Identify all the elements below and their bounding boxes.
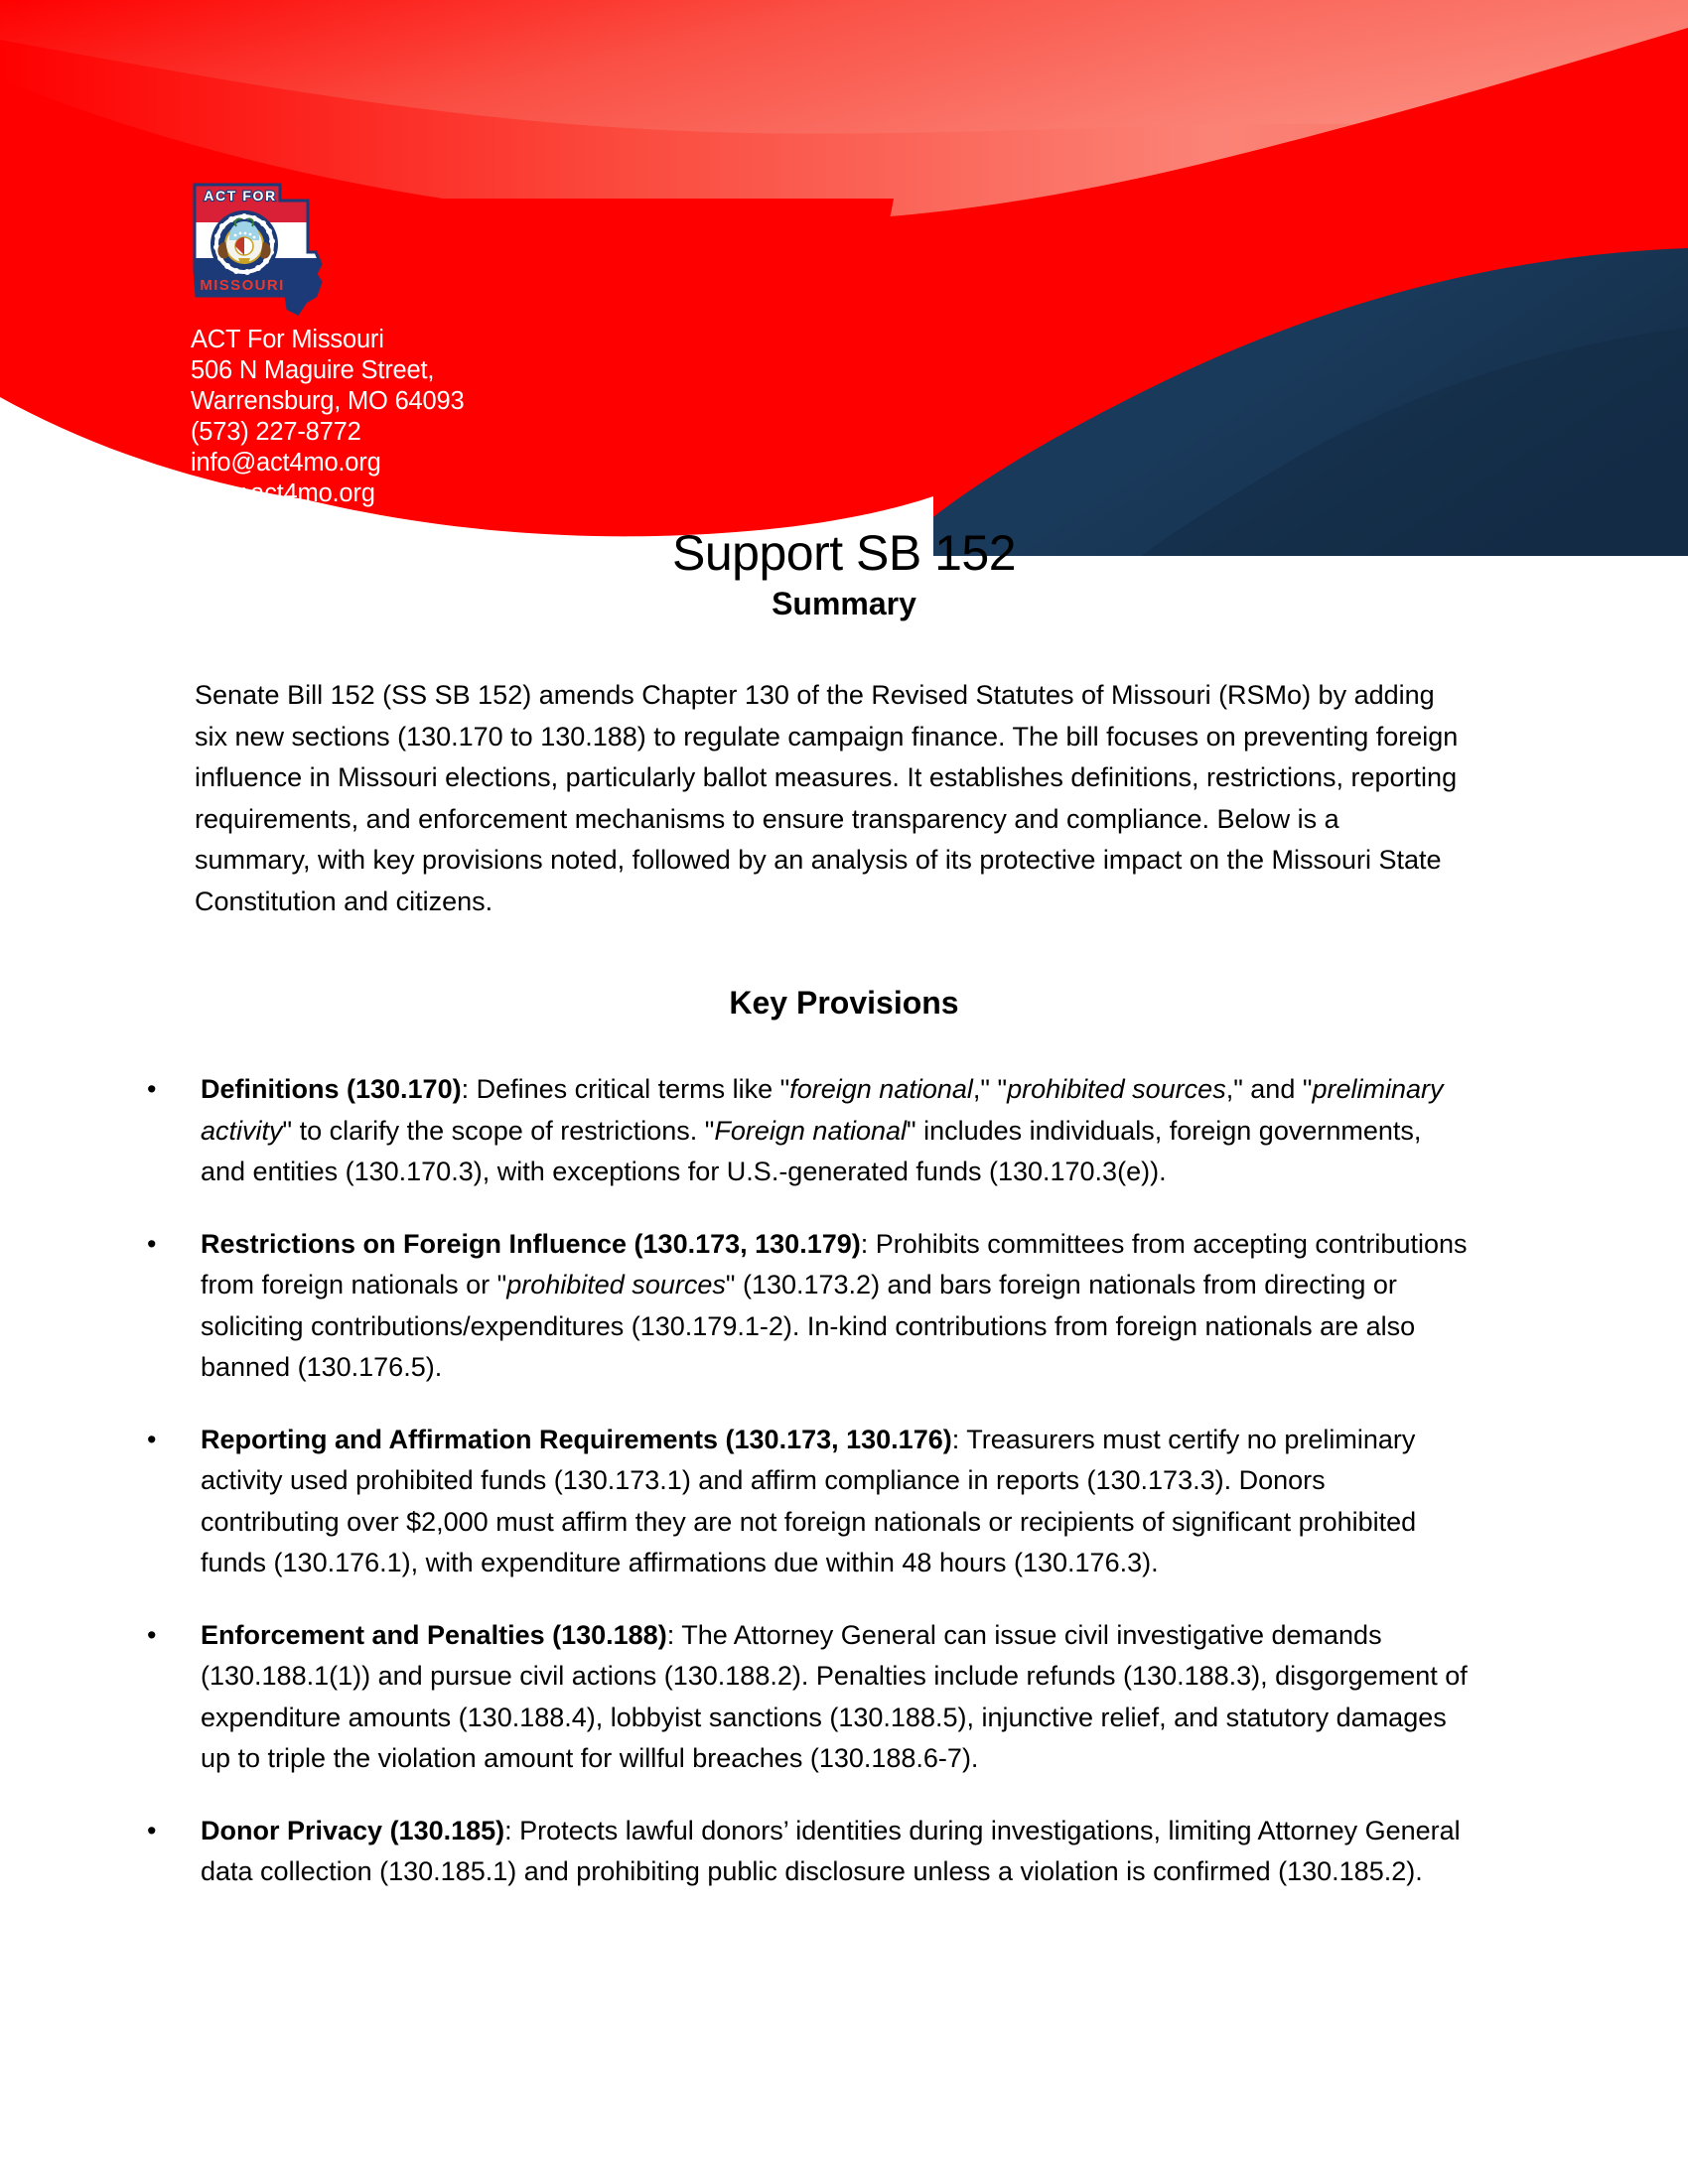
contact-website[interactable]: www.act4mo.org <box>191 479 375 507</box>
bullet-marker-icon: • <box>147 1074 157 1104</box>
missouri-state-outline-with-seal-icon <box>177 179 346 323</box>
contact-phone: (573) 227-8772 <box>191 418 361 446</box>
contact-email[interactable]: info@act4mo.org <box>191 449 381 477</box>
act-for-missouri-logo <box>177 179 346 318</box>
intro-paragraph: Senate Bill 152 (SS SB 152) amends Chapter 130 of the Revised Statutes of Missouri (RSMo) by adding six new sections (130.170 to 130.188) to regulate campaign finance. The bill focuses on preventing foreign influence in Missouri elections, particularly ballot measures. It establishes definitions, restrictions, reporting requirements, and enforcement mechanisms to ensure transparency and compliance. Below is a summary, with key provisions noted, followed by an analysis of its protective impact on the Missouri State Constitution and citizens. <box>195 680 1459 916</box>
missouri-seal-icon <box>211 210 278 278</box>
list-item-label: Restrictions on Foreign Influence (130.173, 130.179) <box>201 1228 861 1259</box>
page-subtitle: Summary <box>772 586 916 621</box>
list-item <box>139 1420 1470 1584</box>
list-item-text: " includes individuals, foreign governments, and entities (130.170.3), with exceptions for U.S.-generated funds (130.170.3(e)). <box>201 1115 1422 1186</box>
list-item-text: " (130.173.2) and bars foreign nationals from directing or soliciting contributions/expenditures (130.179.1-2). In-kind contributions from foreign nationals are also banned (130.176.5). <box>201 1270 1416 1382</box>
logo-top-text: ACT FOR <box>204 188 277 204</box>
list-item <box>139 1811 1470 1893</box>
list-item-text: : Protects lawful donors’ identities during investigations, limiting Attorney General data collection (130.185.1) and prohibiting public disclosure unless a violation is confirmed (130.185.2). <box>201 1815 1461 1886</box>
list-item-text: " to clarify the scope of restrictions. " <box>282 1115 715 1146</box>
list-item-text: : Prohibits committees from accepting contributions from foreign nationals or " <box>201 1228 1468 1299</box>
list-item <box>139 1069 1470 1193</box>
contact-block <box>191 325 464 509</box>
list-item-label: Donor Privacy (130.185) <box>201 1815 505 1845</box>
contact-org: ACT For Missouri <box>191 326 384 353</box>
list-item-text: ," " <box>972 1074 1008 1104</box>
emphasized-term: preliminary activity <box>201 1074 1444 1146</box>
key-provisions-list <box>139 1069 1470 1893</box>
emphasized-term: Foreign national <box>714 1115 908 1146</box>
list-item-text: : The Attorney General can issue civil investigative demands (130.188.1(1)) and pursue civil actions (130.188.2). Penalties include refunds (130.188.3), disgorgement of expenditure amounts (130.188.4), lobbyist sanctions (130.188.5), injunctive relief, and statutory damages up to triple the violation amount for willful breaches (130.188.6-7). <box>201 1619 1468 1773</box>
list-item-text: ," and " <box>1225 1074 1313 1104</box>
list-item-label: Definitions (130.170) <box>201 1074 462 1104</box>
bullet-marker-icon: • <box>147 1424 157 1454</box>
bullet-marker-icon: • <box>147 1619 157 1650</box>
contact-city: Warrensburg, MO 64093 <box>191 387 465 415</box>
list-item <box>139 1615 1470 1780</box>
list-item-label: Reporting and Affirmation Requirements (130.173, 130.176) <box>201 1424 952 1454</box>
logo-bottom-text: MISSOURI <box>200 277 285 294</box>
list-item-text: : Defines critical terms like " <box>461 1074 790 1104</box>
section-heading: Key Provisions <box>729 985 959 1021</box>
page-title: Support SB 152 <box>671 525 1017 581</box>
contact-street: 506 N Maguire Street, <box>191 356 435 384</box>
emphasized-term: prohibited sources <box>506 1270 726 1299</box>
list-item-text: : Treasurers must certify no preliminary activity used prohibited funds (130.173.1) and affirm compliance in reports (130.173.3). Donors contributing over $2,000 must affirm they are not foreign nationals or recipients of significant prohibited funds (130.176.1), with expenditure affirmations due within 48 hours (130.176.3). <box>201 1424 1417 1577</box>
bullet-marker-icon: • <box>147 1815 157 1845</box>
emphasized-term: foreign national <box>789 1074 973 1104</box>
emphasized-term: prohibited sources <box>1007 1074 1226 1104</box>
bullet-marker-icon: • <box>147 1228 157 1259</box>
list-item-label: Enforcement and Penalties (130.188) <box>201 1619 667 1650</box>
list-item <box>139 1224 1470 1389</box>
